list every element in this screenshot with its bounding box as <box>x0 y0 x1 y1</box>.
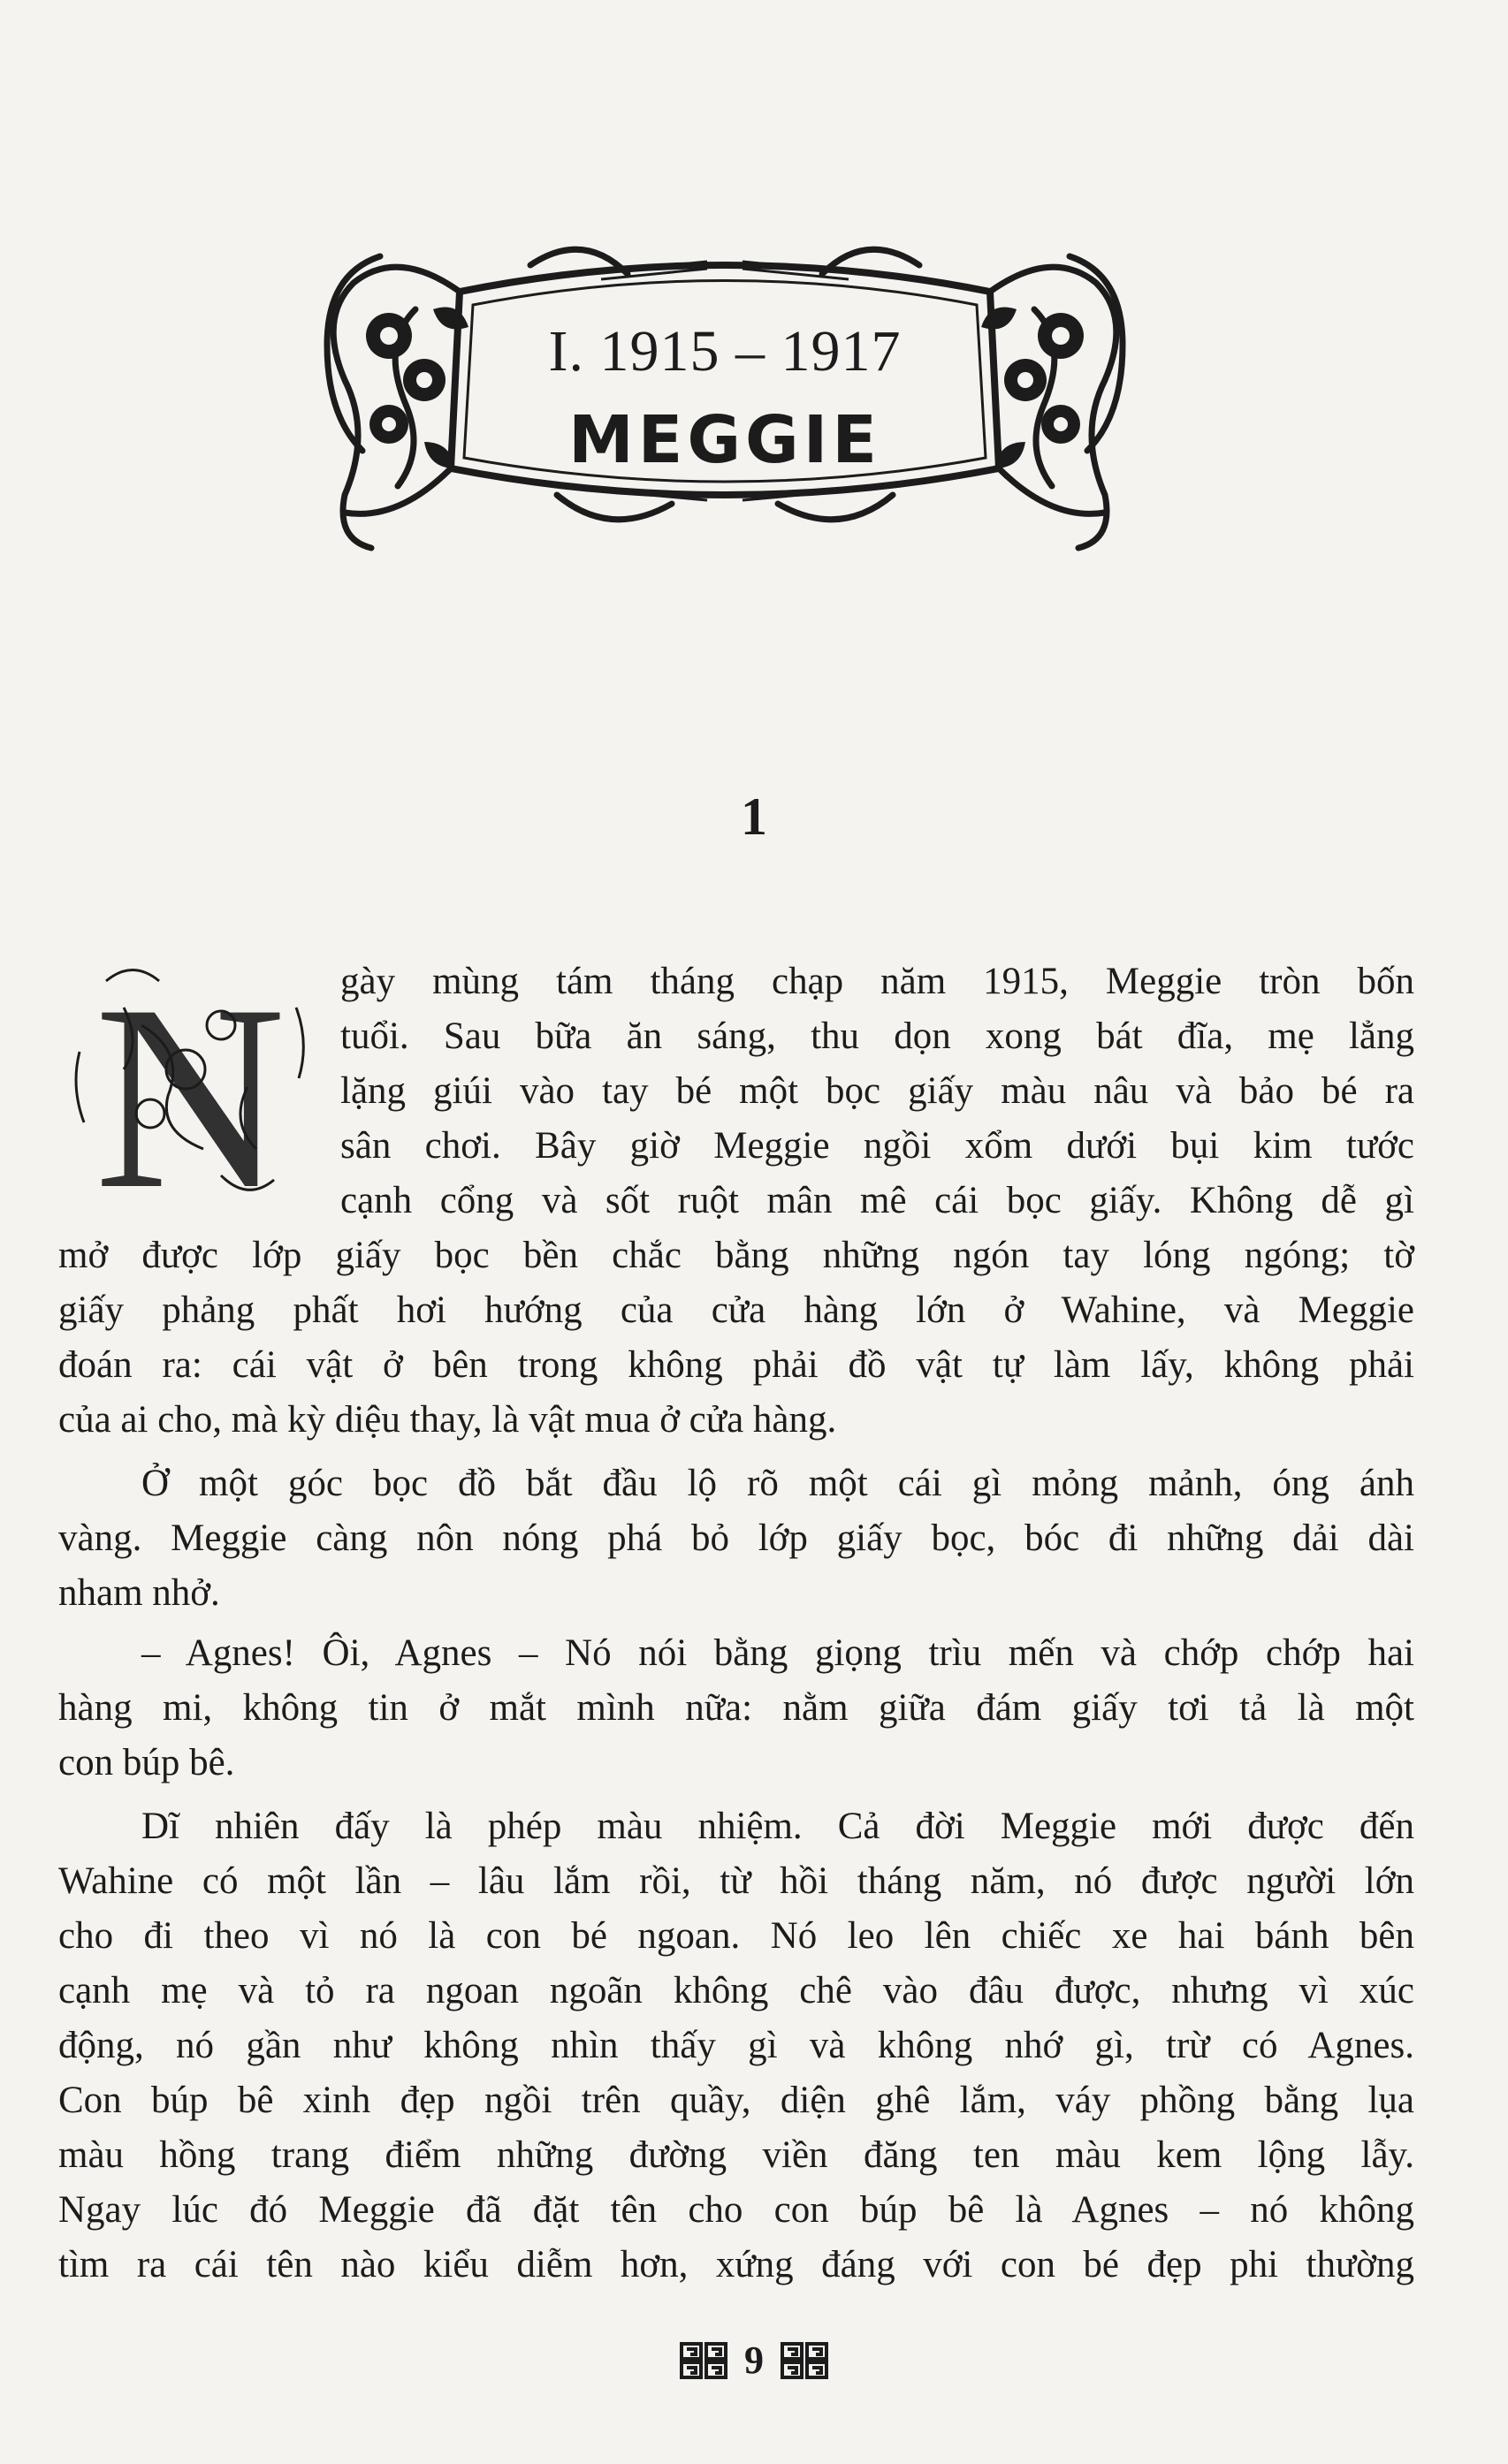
text-line: mở được lớp giấy bọc bền chắc bằng những ngón tay lóng ngóng; tờ <box>58 1235 1414 1276</box>
ornamental-frame-icon <box>292 203 1158 574</box>
svg-text:N: N <box>94 954 286 1206</box>
text-line: giấy phảng phất hơi hướng của cửa hàng lớn ở Wahine, và Meggie <box>58 1289 1414 1331</box>
text-line: Con búp bê xinh đẹp ngồi trên quầy, diện ghê lắm, váy phồng bằng lụa <box>58 2080 1414 2121</box>
text-line: cạnh mẹ và tỏ ra ngoan ngoãn không chê vào đâu được, nhưng vì xúc <box>58 1970 1414 2012</box>
text-line: nham nhở. <box>58 1572 220 1614</box>
text-line: hàng mi, không tin ở mắt mình nữa: nằm giữa đám giấy tơi tả là một <box>58 1687 1414 1729</box>
text-line: Ở một góc bọc đồ bắt đầu lộ rõ một cái gì mỏng mảnh, óng ánh <box>141 1463 1414 1504</box>
text-line: – Agnes! Ôi, Agnes – Nó nói bằng giọng trìu mến và chớp chớp hai <box>141 1632 1414 1674</box>
text-line: màu hồng trang điểm những đường viền đăng ten màu kem lộng lẫy. <box>58 2134 1414 2176</box>
page-number: 9 <box>744 2339 764 2382</box>
chapter-name: MEGGIE <box>568 402 881 478</box>
text-line: đoán ra: cái vật ở bên trong không phải đồ vật tự làm lấy, không phải <box>58 1344 1414 1386</box>
page-footer <box>0 2338 1508 2383</box>
text-line: vàng. Meggie càng nôn nóng phá bỏ lớp giấy bọc, bóc đi những dải dài <box>58 1517 1414 1559</box>
text-line: Ngay lúc đó Meggie đã đặt tên cho con búp bê là Agnes – nó không <box>58 2189 1414 2231</box>
text-line: Dĩ nhiên đấy là phép màu nhiệm. Cả đời Meggie mới được đến <box>141 1806 1414 1847</box>
text-line: gày mùng tám tháng chạp năm 1915, Meggie tròn bốn <box>340 961 1414 1002</box>
text-line: động, nó gần như không nhìn thấy gì và không nhớ gì, trừ có Agnes. <box>58 2025 1414 2066</box>
text-line: Wahine có một lần – lâu lắm rồi, từ hồi tháng năm, nó được người lớn <box>58 1860 1414 1902</box>
chapter-header-frame <box>292 203 1158 574</box>
text-line: cạnh cổng và sốt ruột mân mê cái bọc giấy. Không dễ gì <box>340 1180 1414 1221</box>
footer-ornament-left-icon <box>679 2341 728 2380</box>
text-line: lặng giúi vào tay bé một bọc giấy màu nâu và bảo bé ra <box>340 1070 1414 1112</box>
text-line: của ai cho, mà kỳ diệu thay, là vật mua ở cửa hàng. <box>58 1399 837 1441</box>
part-title: I. 1915 – 1917 <box>548 319 902 384</box>
text-line: sân chơi. Bây giờ Meggie ngồi xổm dưới bụi kim tước <box>340 1125 1414 1167</box>
drop-cap-letter <box>71 954 309 1206</box>
text-line: con búp bê. <box>58 1742 235 1783</box>
text-line: tìm ra cái tên nào kiểu diễm hơn, xứng đáng với con bé đẹp phi thường <box>58 2244 1414 2285</box>
ornamental-drop-cap-icon <box>71 954 309 1206</box>
chapter-number: 1 <box>741 787 767 846</box>
text-line: tuổi. Sau bữa ăn sáng, thu dọn xong bát đĩa, mẹ lẳng <box>340 1015 1414 1057</box>
footer-ornament-right-icon <box>780 2341 829 2380</box>
text-line: cho đi theo vì nó là con bé ngoan. Nó leo lên chiếc xe hai bánh bên <box>58 1915 1414 1957</box>
